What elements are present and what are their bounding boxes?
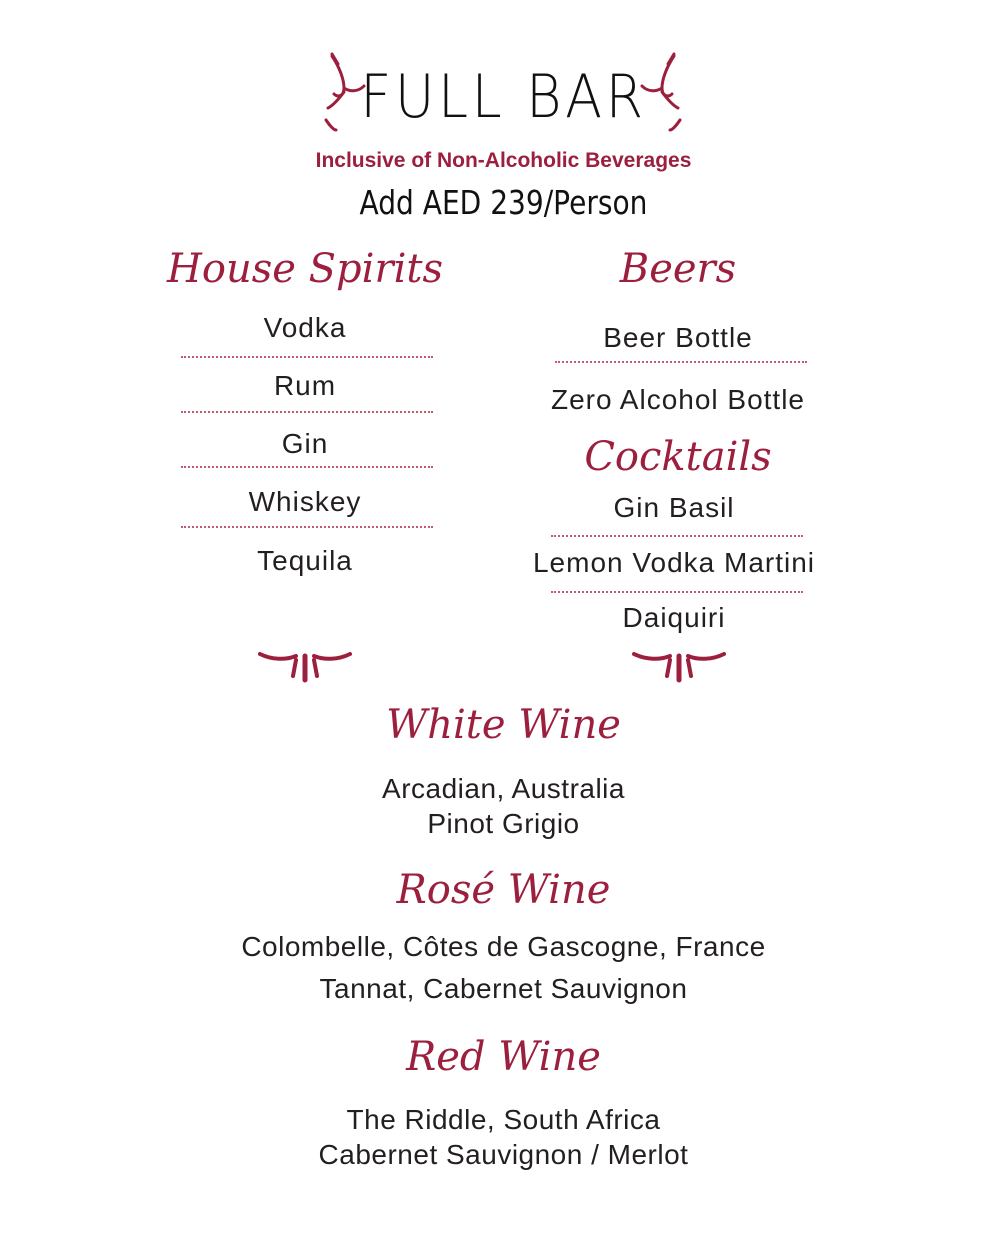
flourish-icon xyxy=(632,650,726,684)
red-wine-heading: Red Wine xyxy=(406,1034,601,1080)
wine-line: Arcadian, Australia xyxy=(382,773,625,804)
divider xyxy=(551,535,803,537)
beers-heading: Beers xyxy=(619,246,737,292)
wine-line: Tannat, Cabernet Sauvignon xyxy=(319,973,688,1004)
wine-line: Pinot Grigio xyxy=(427,808,580,839)
divider xyxy=(555,361,807,363)
divider xyxy=(181,411,433,413)
cocktails-heading: Cocktails xyxy=(584,434,772,480)
divider xyxy=(551,591,803,593)
list-item: Gin Basil xyxy=(613,492,735,523)
list-item: Lemon Vodka Martini xyxy=(532,547,816,578)
flourish-icon xyxy=(258,650,352,684)
subtitle: Inclusive of Non-Alcoholic Beverages xyxy=(315,149,692,172)
house-spirits-heading: House Spirits xyxy=(167,246,443,292)
wine-line: Colombelle, Côtes de Gascogne, France xyxy=(241,931,766,962)
price-line: Add AED 239/Person xyxy=(359,183,648,222)
list-item: Gin xyxy=(281,428,329,459)
divider xyxy=(181,356,433,358)
white-wine-heading: White Wine xyxy=(386,702,621,748)
divider xyxy=(181,466,433,468)
list-item: Zero Alcohol Bottle xyxy=(550,384,806,415)
wine-line: The Riddle, South Africa xyxy=(346,1104,661,1135)
list-item: Rum xyxy=(273,370,337,401)
list-item: Vodka xyxy=(263,312,347,343)
list-item: Whiskey xyxy=(248,486,362,517)
page-title: FULL BAR xyxy=(360,62,647,132)
list-item: Tequila xyxy=(257,545,353,576)
wine-line: Cabernet Sauvignon / Merlot xyxy=(318,1139,689,1170)
rose-wine-heading: Rosé Wine xyxy=(396,867,611,913)
divider xyxy=(181,526,433,528)
list-item: Daiquiri xyxy=(622,602,726,633)
list-item: Beer Bottle xyxy=(603,322,753,353)
